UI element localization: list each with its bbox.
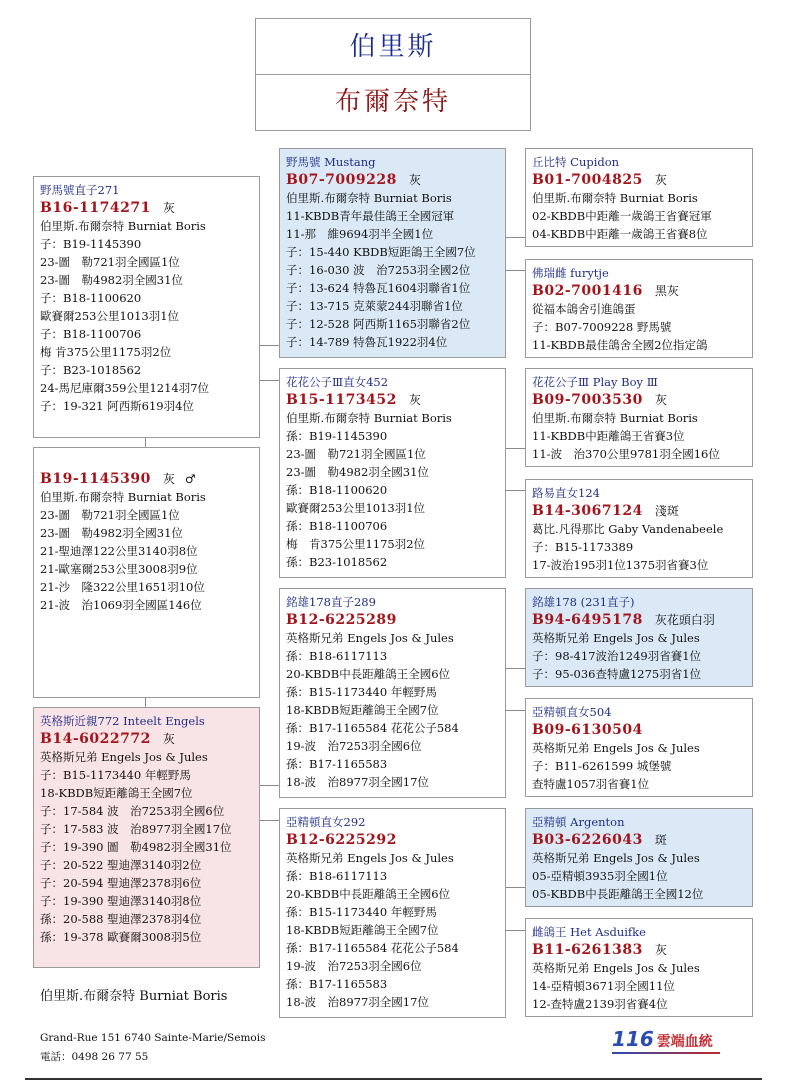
pigeon-name: 雌鴿王 Het Asduifke [532,925,646,939]
pedigree-line: 孫：B17-1165584 花花公子584 [286,721,459,735]
pigeon-name: 路易直女124 [532,486,600,500]
pedigree-line: 子：19-390 圖 勒4982羽全國31位 [40,840,232,854]
logo-number: 116 [612,1027,654,1051]
pedigree-line: 伯里斯.布爾奈特 Burniat Boris [286,191,452,205]
pedigree-box-ssd [525,259,753,358]
pedigree-line: 孫：B18-6117113 [286,869,388,883]
ring-line [532,502,748,520]
logo-underline [612,1052,720,1054]
ring-line [532,721,748,739]
pedigree-line: 子：B18-1100706 [40,327,142,341]
pedigree-line: 英格斯兄弟 Engels Jos & Jules [286,631,454,645]
pedigree-line: 19-波 治7253羽全國6位 [286,739,422,753]
pedigree-line: 23-圖 勒4982羽全國31位 [40,526,183,540]
ring-number: B11-6261383 [532,942,643,958]
ring-line [532,282,748,300]
ring-line [532,831,748,849]
pigeon-name: 銘雄178 (231直子) [532,595,635,609]
pedigree-box-dds [525,808,753,907]
pedigree-box-subject [33,447,260,698]
pigeon-name: 英格斯近親772 Inteelt Engels [40,714,205,728]
title-first-name: 伯里斯 [256,19,530,75]
breeder-address: Grand-Rue 151 6740 Sainte-Marie/Semois [40,1032,266,1044]
pedigree-line: 11-那 維9694羽半全國1位 [286,227,434,241]
bottom-divider [25,1078,762,1080]
pedigree-line: 孫：20-588 聖迪澤2378羽4位 [40,912,202,926]
pedigree-line: 子：B18-1100620 [40,291,142,305]
pedigree-line: 18-KBDB短距離鴿王全國7位 [286,923,439,937]
connector-line [505,490,525,491]
pedigree-box-sire-sire [279,148,506,358]
pedigree-line: 查特盧1057羽省賽1位 [532,777,650,791]
pedigree-line: 英格斯兄弟 Engels Jos & Jules [40,750,208,764]
ring-number: B19-1145390 [40,471,151,487]
pedigree-line: 子：98-417波治1249羽省賽1位 [532,649,702,663]
pedigree-line: 21-聖迪澤122公里3140羽8位 [40,544,198,558]
pedigree-box-sds [525,368,753,467]
pedigree-line: 21-沙 隆322公里1651羽10位 [40,580,205,594]
pedigree-line: 21-歐塞爾253公里3008羽9位 [40,562,198,576]
brand-logo [612,1027,722,1055]
pedigree-box-dsd [525,698,753,797]
connector-line [505,930,525,931]
ring-number: B94-6495178 [532,612,643,628]
feather-color: 灰 [408,173,421,187]
pedigree-box-ddd [525,918,753,1017]
pedigree-line: 18-波 治8977羽全國17位 [286,775,429,789]
pigeon-name: 野馬號 Mustang [286,155,376,169]
pigeon-name: 野馬號直子271 [40,183,120,197]
connector-line [259,785,279,786]
ring-number: B15-1173452 [286,392,397,408]
pedigree-line: 02-KBDB中距離一歲鴿王省賽冠軍 [532,209,712,223]
pedigree-line: 葛比.凡得那比 Gaby Vandenabeele [532,522,724,536]
pedigree-line: 歐賽爾253公里1013羽1位 [286,501,426,515]
breeder-name: 伯里斯.布爾奈特 Burniat Boris [40,989,228,1004]
connector-line [145,697,146,707]
ring-line [532,391,748,409]
logo-text: 雲端血統 [656,1034,713,1050]
feather-color: 灰 [162,201,175,215]
pedigree-box-sdd [525,479,753,578]
ring-number: B16-1174271 [40,200,151,216]
title-last-name: 布爾奈特 [334,87,451,117]
pedigree-line: 梅 肯375公里1175羽2位 [286,537,426,551]
ring-line [286,171,501,189]
feather-color: 灰 [408,393,421,407]
pedigree-line: 孫：B18-6117113 [286,649,388,663]
connector-line [505,237,525,238]
ring-number: B12-6225289 [286,612,397,628]
ring-number: B01-7004825 [532,172,643,188]
pedigree-line: 子：B07-7009228 野馬號 [532,320,672,334]
pedigree-box-sss [525,148,753,247]
feather-color: 灰 [654,173,667,187]
pedigree-line: 18-波 治8977羽全國17位 [286,995,429,1009]
pedigree-line: 19-波 治7253羽全國6位 [286,959,422,973]
ring-number: B07-7009228 [286,172,397,188]
connector-line [259,345,279,346]
pedigree-line: 23-圖 勒721羽全國區1位 [40,255,180,269]
pedigree-line: 伯里斯.布爾奈特 Burniat Boris [40,490,206,504]
pedigree-line: 伯里斯.布爾奈特 Burniat Boris [40,219,206,233]
pedigree-line: 伯里斯.布爾奈特 Burniat Boris [532,191,698,205]
feather-color: 灰花頭白羽 [654,613,715,627]
pedigree-box-dss [525,588,753,687]
pedigree-line: 梅 肯375公里1175羽2位 [40,345,172,359]
pedigree-line: 子：19-390 聖迪澤3140羽8位 [40,894,202,908]
pedigree-line: 英格斯兄弟 Engels Jos & Jules [532,961,700,975]
feather-color: 灰 [654,943,667,957]
pedigree-line: 子：13-715 克萊蒙244羽聯省1位 [286,299,463,313]
pedigree-line: 孫：B15-1173440 年輕野馬 [286,905,437,919]
pedigree-box-sire [33,176,260,438]
pedigree-line: 孫：B17-1165584 花花公子584 [286,941,459,955]
pedigree-line: 子：14-789 特魯瓦1922羽4位 [286,335,448,349]
pedigree-line: 11-KBDB青年最佳鴿王全國冠軍 [286,209,455,223]
ring-line [40,199,255,217]
pedigree-box-sire-dam [279,368,506,578]
pedigree-line: 21-波 治1069羽全國區146位 [40,598,202,612]
pedigree-line: 子：B15-1173389 [532,540,634,554]
pedigree-line: 05-KBDB中長距離鴿王全國12位 [532,887,704,901]
ring-number: B03-6226043 [532,832,643,848]
pedigree-line: 孫：19-378 歐賽爾3008羽5位 [40,930,202,944]
feather-color: 灰 [654,393,667,407]
pedigree-line: 子：B23-1018562 [40,363,142,377]
connector-line [505,710,525,711]
pedigree-line: 子：12-528 阿西斯1165羽聯省2位 [286,317,471,331]
pedigree-line: 14-亞精頓3671羽全國11位 [532,979,675,993]
pedigree-line: 子：20-522 聖迪澤3140羽2位 [40,858,202,872]
pigeon-name: 丘比特 Cupidon [532,155,620,169]
title-box [255,18,531,131]
pedigree-line: 孫：B19-1145390 [286,429,388,443]
pedigree-line: 子：16-030 波 治7253羽全國2位 [286,263,471,277]
pedigree-line: 23-圖 勒721羽全國區1位 [286,447,426,461]
pedigree-line: 24-馬尼庫爾359公里1214羽7位 [40,381,210,395]
pedigree-line: 12-查特盧2139羽省賽4位 [532,997,668,1011]
pedigree-line: 伯里斯.布爾奈特 Burniat Boris [286,411,452,425]
pedigree-line: 孫：B17-1165583 [286,757,388,771]
pedigree-box-dam-sire [279,588,506,798]
pigeon-name: 亞精頓直女504 [532,705,612,719]
pedigree-line: 20-KBDB中長距離鴿王全國6位 [286,667,451,681]
ring-number: B09-6130504 [532,722,643,738]
connector-line [145,437,146,447]
ring-line [40,730,255,748]
ring-line [286,391,501,409]
pedigree-line: 孫：B18-1100620 [286,483,388,497]
feather-color: 黑灰 [654,284,679,298]
pedigree-line: 23-圖 勒4982羽全國31位 [40,273,183,287]
sex-symbol: ♂ [184,472,196,486]
pedigree-line: 英格斯兄弟 Engels Jos & Jules [532,631,700,645]
pedigree-line: 子：B11-6261599 城堡號 [532,759,672,773]
pigeon-name: 銘雄178直子289 [286,595,376,609]
pedigree-line: 英格斯兄弟 Engels Jos & Jules [532,851,700,865]
ring-line [286,831,501,849]
ring-number: B02-7001416 [532,283,643,299]
pedigree-line: 孫：B18-1100706 [286,519,388,533]
pedigree-line: 11-KBDB最佳鴿舍全國2位指定鴿 [532,338,708,352]
pedigree-line: 11-KBDB中距離鴿王省賽3位 [532,429,685,443]
ring-number: B14-6022772 [40,731,151,747]
connector-line [505,887,525,888]
pedigree-line: 孫：B23-1018562 [286,555,388,569]
pedigree-line: 20-KBDB中長距離鴿王全國6位 [286,887,451,901]
connector-line [259,820,279,821]
pedigree-box-dam-dam [279,808,506,1018]
ring-number: B09-7003530 [532,392,643,408]
ring-number: B12-6225292 [286,832,397,848]
ring-line [532,941,748,959]
pedigree-line: 子：15-440 KBDB短距鴿王全國7位 [286,245,476,259]
connector-line [505,668,525,669]
pedigree-line: 孫：B17-1165583 [286,977,388,991]
ring-line [286,611,501,629]
pedigree-line: 子：B15-1173440 年輕野馬 [40,768,191,782]
pigeon-name: 佛瑞雌 furytje [532,266,609,280]
feather-color: 灰 [162,472,175,486]
pedigree-line: 英格斯兄弟 Engels Jos & Jules [532,741,700,755]
ring-line [40,470,255,488]
pedigree-line: 子：17-584 波 治7253羽全國6位 [40,804,225,818]
connector-line [259,380,279,381]
pedigree-line: 18-KBDB短距離鴿王全國7位 [40,786,193,800]
pedigree-line: 11-波 治370公里9781羽全國16位 [532,447,720,461]
pigeon-name: 亞精頓 Argenton [532,815,625,829]
pedigree-line: 子：95-036查特盧1275羽省1位 [532,667,702,681]
pedigree-line: 英格斯兄弟 Engels Jos & Jules [286,851,454,865]
feather-color: 淺斑 [654,504,679,518]
ring-number: B14-3067124 [532,503,643,519]
pigeon-name: 亞精頓直女292 [286,815,366,829]
pedigree-line: 子：13-624 特魯瓦1604羽聯省1位 [286,281,471,295]
pedigree-box-dam [33,707,260,968]
feather-color: 灰 [162,732,175,746]
pedigree-line: 從福本鴿舍引進鴿蛋 [532,302,636,316]
connector-line [505,448,525,449]
pedigree-line: 伯里斯.布爾奈特 Burniat Boris [532,411,698,425]
pedigree-line: 子：19-321 阿西斯619羽4位 [40,399,194,413]
ring-line [532,171,748,189]
connector-line [505,270,525,271]
pedigree-line: 孫：B15-1173440 年輕野馬 [286,685,437,699]
pedigree-line: 歐賽爾253公里1013羽1位 [40,309,180,323]
feather-color: 斑 [654,833,667,847]
pedigree-line: 18-KBDB短距離鴿王全國7位 [286,703,439,717]
pedigree-line: 子：20-594 聖迪澤2378羽6位 [40,876,202,890]
pedigree-line: 子：17-583 波 治8977羽全國17位 [40,822,232,836]
pedigree-line: 04-KBDB中距離一歲鴿王省賽8位 [532,227,708,241]
pigeon-name: 花花公子Ⅲ Play Boy Ⅲ [532,375,658,389]
pigeon-name: 花花公子Ⅲ直女452 [286,375,389,389]
pedigree-line: 子：B19-1145390 [40,237,142,251]
pedigree-line: 23-圖 勒721羽全國區1位 [40,508,180,522]
pedigree-line: 17-波治195羽1位1375羽省賽3位 [532,558,709,572]
breeder-phone: 電話：0498 26 77 55 [40,1051,149,1063]
pedigree-line: 23-圖 勒4982羽全國31位 [286,465,429,479]
ring-line [532,611,748,629]
pedigree-line: 05-亞精頓3935羽全國1位 [532,869,668,883]
